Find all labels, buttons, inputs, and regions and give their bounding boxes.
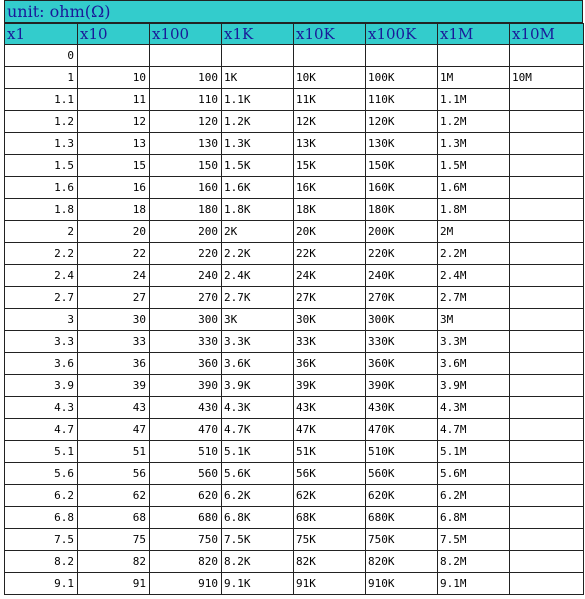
table-cell: 7.5 <box>5 529 78 551</box>
table-cell: 27 <box>78 287 150 309</box>
table-cell: 1.6M <box>438 177 510 199</box>
table-cell <box>222 45 294 67</box>
resistor-value-table-sheet <box>4 0 583 595</box>
table-cell: 240K <box>366 265 438 287</box>
table-cell: 4.7 <box>5 419 78 441</box>
table-cell: 1.5K <box>222 155 294 177</box>
table-cell: 1.1M <box>438 89 510 111</box>
column-header: x1K <box>222 24 294 45</box>
table-cell: 750K <box>366 529 438 551</box>
table-cell: 160 <box>150 177 222 199</box>
table-cell: 11K <box>294 89 366 111</box>
table-cell: 91K <box>294 573 366 595</box>
resistor-value-table <box>4 23 584 595</box>
table-cell: 200K <box>366 221 438 243</box>
table-cell <box>510 287 584 309</box>
table-cell: 110 <box>150 89 222 111</box>
table-cell: 15 <box>78 155 150 177</box>
table-cell: 620 <box>150 485 222 507</box>
column-header: x1M <box>438 24 510 45</box>
table-cell: 5.6 <box>5 463 78 485</box>
table-cell: 110K <box>366 89 438 111</box>
table-cell: 4.3M <box>438 397 510 419</box>
table-cell: 3.6M <box>438 353 510 375</box>
table-cell: 6.2K <box>222 485 294 507</box>
table-cell: 1.2K <box>222 111 294 133</box>
table-cell: 680K <box>366 507 438 529</box>
table-cell: 270K <box>366 287 438 309</box>
table-cell: 680 <box>150 507 222 529</box>
table-cell: 3.3 <box>5 331 78 353</box>
column-header: x1 <box>5 24 78 45</box>
table-cell: 390K <box>366 375 438 397</box>
table-cell: 20K <box>294 221 366 243</box>
table-cell: 4.7K <box>222 419 294 441</box>
table-cell: 10 <box>78 67 150 89</box>
table-cell: 1.3M <box>438 133 510 155</box>
table-cell: 1.5M <box>438 155 510 177</box>
header-row <box>5 24 584 45</box>
table-row <box>5 419 584 441</box>
table-cell: 2M <box>438 221 510 243</box>
table-cell: 24K <box>294 265 366 287</box>
table-cell: 62 <box>78 485 150 507</box>
table-cell: 820 <box>150 551 222 573</box>
table-cell: 18 <box>78 199 150 221</box>
table-row <box>5 331 584 353</box>
table-cell: 39 <box>78 375 150 397</box>
table-cell: 1.3 <box>5 133 78 155</box>
table-cell: 300 <box>150 309 222 331</box>
table-cell: 68 <box>78 507 150 529</box>
table-cell: 150 <box>150 155 222 177</box>
table-cell: 30 <box>78 309 150 331</box>
table-cell: 270 <box>150 287 222 309</box>
table-cell: 13 <box>78 133 150 155</box>
table-cell: 2.7K <box>222 287 294 309</box>
table-cell: 1K <box>222 67 294 89</box>
table-cell: 470K <box>366 419 438 441</box>
table-cell: 13K <box>294 133 366 155</box>
table-cell: 8.2M <box>438 551 510 573</box>
table-cell <box>510 265 584 287</box>
column-header: x10 <box>78 24 150 45</box>
table-cell: 16K <box>294 177 366 199</box>
table-row <box>5 89 584 111</box>
table-cell: 430K <box>366 397 438 419</box>
table-row <box>5 507 584 529</box>
table-cell: 9.1K <box>222 573 294 595</box>
table-cell: 560K <box>366 463 438 485</box>
table-cell: 5.1K <box>222 441 294 463</box>
table-cell: 100K <box>366 67 438 89</box>
table-row <box>5 45 584 67</box>
table-cell: 300K <box>366 309 438 331</box>
table-cell: 2.2M <box>438 243 510 265</box>
table-cell <box>510 375 584 397</box>
table-row <box>5 265 584 287</box>
table-body <box>5 45 584 595</box>
table-cell: 75 <box>78 529 150 551</box>
table-cell: 18K <box>294 199 366 221</box>
table-cell: 5.1M <box>438 441 510 463</box>
table-row <box>5 133 584 155</box>
table-row <box>5 155 584 177</box>
column-header: x100K <box>366 24 438 45</box>
table-cell: 1.5 <box>5 155 78 177</box>
table-cell: 10M <box>510 67 584 89</box>
table-cell: 6.8M <box>438 507 510 529</box>
table-cell <box>510 463 584 485</box>
table-cell: 910 <box>150 573 222 595</box>
table-cell <box>510 485 584 507</box>
table-cell: 1.8K <box>222 199 294 221</box>
table-cell: 30K <box>294 309 366 331</box>
table-cell: 16 <box>78 177 150 199</box>
table-row <box>5 397 584 419</box>
table-row <box>5 441 584 463</box>
table-cell: 8.2K <box>222 551 294 573</box>
table-cell: 510K <box>366 441 438 463</box>
table-cell: 62K <box>294 485 366 507</box>
table-row <box>5 375 584 397</box>
table-cell: 6.2 <box>5 485 78 507</box>
table-cell <box>510 177 584 199</box>
table-cell: 43 <box>78 397 150 419</box>
table-cell: 390 <box>150 375 222 397</box>
table-cell: 3.6 <box>5 353 78 375</box>
table-row <box>5 111 584 133</box>
table-row <box>5 309 584 331</box>
table-cell <box>510 45 584 67</box>
table-cell: 1.6K <box>222 177 294 199</box>
table-cell: 33 <box>78 331 150 353</box>
table-cell: 3M <box>438 309 510 331</box>
table-cell: 47K <box>294 419 366 441</box>
table-cell: 820K <box>366 551 438 573</box>
table-cell: 3.9M <box>438 375 510 397</box>
table-cell: 27K <box>294 287 366 309</box>
table-row <box>5 67 584 89</box>
table-cell: 560 <box>150 463 222 485</box>
table-cell: 2.2 <box>5 243 78 265</box>
table-cell: 15K <box>294 155 366 177</box>
table-cell: 51K <box>294 441 366 463</box>
table-cell: 47 <box>78 419 150 441</box>
table-cell: 36K <box>294 353 366 375</box>
table-cell: 24 <box>78 265 150 287</box>
table-cell: 9.1 <box>5 573 78 595</box>
table-cell: 11 <box>78 89 150 111</box>
table-cell: 360 <box>150 353 222 375</box>
table-row <box>5 573 584 595</box>
table-cell: 130 <box>150 133 222 155</box>
table-cell: 68K <box>294 507 366 529</box>
table-row <box>5 177 584 199</box>
table-cell <box>510 397 584 419</box>
table-cell: 330 <box>150 331 222 353</box>
table-cell <box>366 45 438 67</box>
table-cell: 6.2M <box>438 485 510 507</box>
table-cell <box>438 45 510 67</box>
table-cell: 1.2M <box>438 111 510 133</box>
table-cell: 9.1M <box>438 573 510 595</box>
table-cell: 160K <box>366 177 438 199</box>
table-cell <box>294 45 366 67</box>
table-cell: 33K <box>294 331 366 353</box>
table-cell: 510 <box>150 441 222 463</box>
table-cell <box>510 243 584 265</box>
table-cell: 75K <box>294 529 366 551</box>
table-cell: 7.5M <box>438 529 510 551</box>
table-cell: 220 <box>150 243 222 265</box>
table-row <box>5 463 584 485</box>
table-cell: 3.9 <box>5 375 78 397</box>
table-cell: 750 <box>150 529 222 551</box>
table-cell <box>510 221 584 243</box>
table-cell: 1.2 <box>5 111 78 133</box>
table-cell <box>510 441 584 463</box>
table-cell: 2.4K <box>222 265 294 287</box>
table-cell: 12K <box>294 111 366 133</box>
table-cell: 470 <box>150 419 222 441</box>
table-cell: 6.8 <box>5 507 78 529</box>
table-cell: 120 <box>150 111 222 133</box>
table-cell: 3.3M <box>438 331 510 353</box>
table-cell <box>510 199 584 221</box>
table-cell: 180 <box>150 199 222 221</box>
table-row <box>5 221 584 243</box>
table-cell: 180K <box>366 199 438 221</box>
table-cell: 2.2K <box>222 243 294 265</box>
table-cell: 36 <box>78 353 150 375</box>
table-cell: 10K <box>294 67 366 89</box>
column-header: x10M <box>510 24 584 45</box>
table-cell: 56 <box>78 463 150 485</box>
table-cell: 4.3K <box>222 397 294 419</box>
table-cell: 5.6K <box>222 463 294 485</box>
table-cell: 51 <box>78 441 150 463</box>
table-row <box>5 199 584 221</box>
table-cell: 1M <box>438 67 510 89</box>
table-row <box>5 551 584 573</box>
table-cell: 2.4M <box>438 265 510 287</box>
table-cell: 91 <box>78 573 150 595</box>
table-row <box>5 353 584 375</box>
table-row <box>5 243 584 265</box>
table-cell: 3.9K <box>222 375 294 397</box>
table-cell: 6.8K <box>222 507 294 529</box>
table-cell: 56K <box>294 463 366 485</box>
table-cell: 5.1 <box>5 441 78 463</box>
table-cell: 7.5K <box>222 529 294 551</box>
table-cell: 100 <box>150 67 222 89</box>
table-cell: 120K <box>366 111 438 133</box>
table-cell <box>150 45 222 67</box>
table-cell: 1.8M <box>438 199 510 221</box>
table-row <box>5 529 584 551</box>
table-cell <box>510 309 584 331</box>
table-cell: 2.7 <box>5 287 78 309</box>
table-cell <box>510 331 584 353</box>
table-cell <box>510 573 584 595</box>
table-cell: 1.3K <box>222 133 294 155</box>
table-cell: 3.3K <box>222 331 294 353</box>
table-cell: 82 <box>78 551 150 573</box>
table-cell: 910K <box>366 573 438 595</box>
table-cell: 3 <box>5 309 78 331</box>
table-cell: 1.1 <box>5 89 78 111</box>
table-cell: 20 <box>78 221 150 243</box>
table-cell <box>510 89 584 111</box>
table-cell: 2K <box>222 221 294 243</box>
unit-label: unit: ohm(Ω) <box>4 0 583 23</box>
table-cell <box>510 133 584 155</box>
table-cell: 3K <box>222 309 294 331</box>
table-cell: 1.6 <box>5 177 78 199</box>
table-cell <box>510 551 584 573</box>
table-row <box>5 287 584 309</box>
table-cell: 220K <box>366 243 438 265</box>
table-cell: 1.8 <box>5 199 78 221</box>
table-cell: 4.3 <box>5 397 78 419</box>
table-cell <box>510 111 584 133</box>
table-cell: 2.7M <box>438 287 510 309</box>
table-cell <box>510 419 584 441</box>
table-cell: 3.6K <box>222 353 294 375</box>
table-cell <box>510 529 584 551</box>
table-header <box>5 24 584 45</box>
table-cell: 82K <box>294 551 366 573</box>
table-cell <box>510 507 584 529</box>
column-header: x100 <box>150 24 222 45</box>
table-cell: 22 <box>78 243 150 265</box>
table-cell: 240 <box>150 265 222 287</box>
table-cell: 12 <box>78 111 150 133</box>
table-cell: 620K <box>366 485 438 507</box>
table-cell: 1 <box>5 67 78 89</box>
table-cell: 130K <box>366 133 438 155</box>
table-cell: 5.6M <box>438 463 510 485</box>
table-cell: 2.4 <box>5 265 78 287</box>
table-cell <box>510 353 584 375</box>
table-cell <box>78 45 150 67</box>
table-cell: 43K <box>294 397 366 419</box>
table-cell: 0 <box>5 45 78 67</box>
table-cell: 22K <box>294 243 366 265</box>
table-cell: 150K <box>366 155 438 177</box>
table-cell: 1.1K <box>222 89 294 111</box>
table-cell: 360K <box>366 353 438 375</box>
table-cell: 4.7M <box>438 419 510 441</box>
table-cell: 2 <box>5 221 78 243</box>
table-cell: 8.2 <box>5 551 78 573</box>
table-cell <box>510 155 584 177</box>
table-row <box>5 485 584 507</box>
table-cell: 200 <box>150 221 222 243</box>
column-header: x10K <box>294 24 366 45</box>
table-cell: 39K <box>294 375 366 397</box>
table-cell: 430 <box>150 397 222 419</box>
table-cell: 330K <box>366 331 438 353</box>
